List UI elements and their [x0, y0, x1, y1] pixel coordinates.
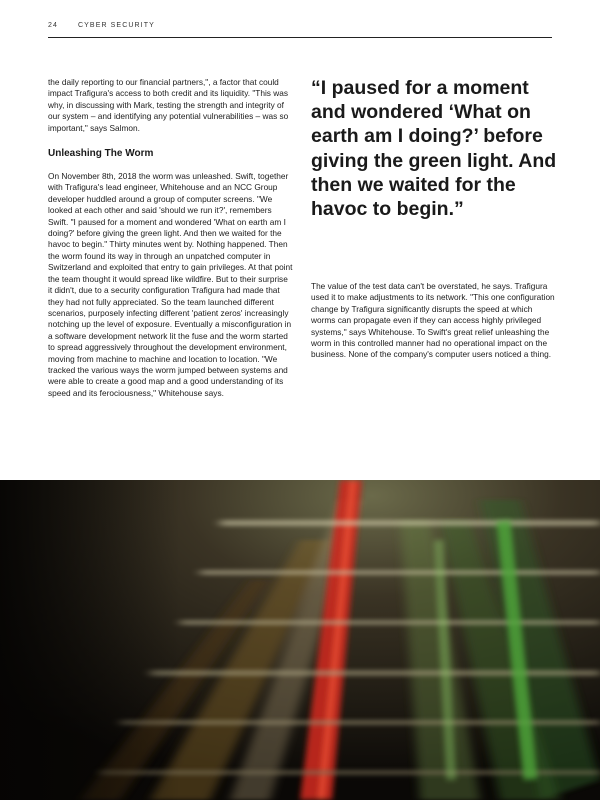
page-header — [48, 22, 552, 36]
section-subheading: Unleashing The Worm — [48, 148, 154, 160]
intro-paragraph: the daily reporting to our financial partners,", a factor that could impact Trafigura's access to both credit and its liquidity. "This was why, in discussing with Mark, testing the strength and integrity of our system – and identifying any potential vulnerabilities – was so important," says Salmon. — [48, 77, 289, 133]
blurred-trading-screen-photo — [0, 480, 600, 800]
pull-quote: “I paused for a moment and wondered ‘What on earth am I doing?’ before giving the green light. And then we waited for the havoc to begin.” — [311, 77, 557, 221]
header-divider — [48, 37, 552, 38]
left-column — [48, 77, 294, 399]
right-body-paragraph: The value of the test data can't be overstated, he says. Trafigura used it to make adjustments to its network. "This one configuration change by Trafigura significantly disrupts the speed at which worms can propagate even if they can access highly privileged systems," says Whitehouse. To Swift's great relief unleashing the worm in this controlled manner had no operational impact on the business. None of the company's computer users noticed a thing. — [311, 281, 555, 360]
section-title: CYBER SECURITY — [78, 22, 155, 29]
body-paragraph: On November 8th, 2018 the worm was unleashed. Swift, together with Trafigura's lead engineer, Whitehouse and an NCC Group developer huddled around a group of computer screens. "We looked at each other and said 'should we run it?', remembers Swift. "I paused for a moment and wondered 'What on earth am I doing?' before giving the green light. And then we waited for the havoc to begin." Thirty minutes went by. Nothing happened. Then the worm found its way in through an unpatched computer in Switzerland and exploited that entry to gain privileges. At that point the team thought it would spread like wildfire. But to their surprise it didn't, due to a security configuration Trafigura had made that they had not fully appreciated. So the team launched different scenarios, purposely infecting different 'patient zeros' increasingly notching up the level of exposure. Eventually a misconfiguration in a software development network lit the fuse and the worm started to spread aggressively throughout the development environment, moving from machine to machine and location to location. "We tracked the various ways the worm jumped between systems and were able to create a good map and a good understanding of its speed and its ferociousness," Whitehouse says. — [48, 171, 293, 398]
photo-illustration — [0, 480, 600, 800]
page-number: 24 — [48, 22, 58, 29]
right-column — [311, 281, 555, 361]
